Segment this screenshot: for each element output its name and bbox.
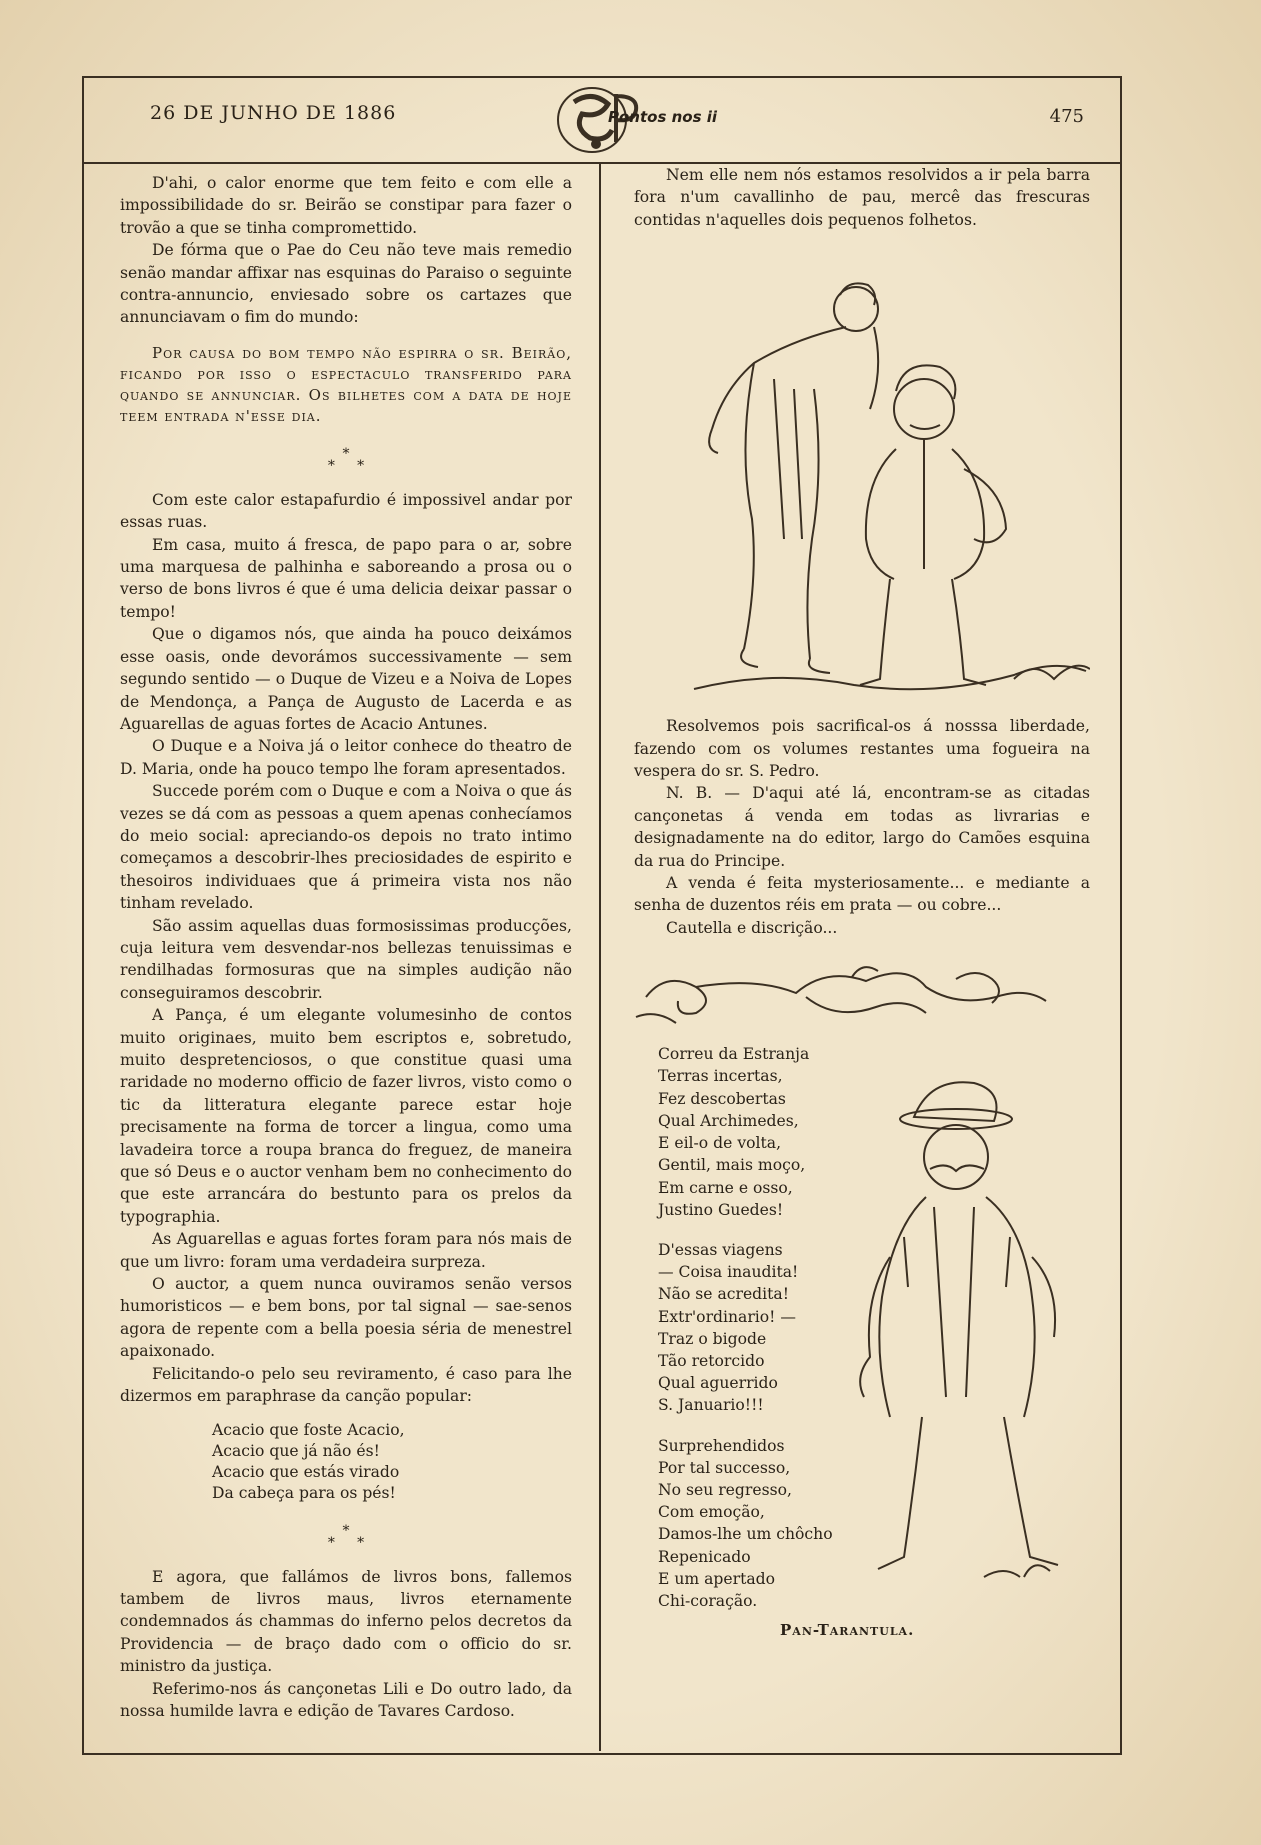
poem-line: S. Januario!!!	[658, 1396, 764, 1415]
paragraph: D'ahi, o calor enorme que tem feito e com elle a impossibilidade do sr. Beirão se constipar para fazer o trovão a que se tinha compromettido.	[120, 174, 572, 237]
paragraph: O Duque e a Noiva já o leitor conhece do theatro de D. Maria, onde ha pouco tempo lhe foram apresentados.	[120, 737, 572, 778]
verse-line: Acacio que já não és!	[212, 1441, 380, 1460]
poem-line: E eil-o de volta,	[658, 1134, 782, 1153]
paragraph: Nem elle nem nós estamos resolvidos a ir pela barra fora n'um cavallinho de pau, mercê das frescuras contidas n'aquelles dois pequenos folhetos.	[634, 166, 1090, 229]
poem-line: Em carne e osso,	[658, 1178, 793, 1197]
poem-line: Gentil, mais moço,	[658, 1156, 806, 1175]
paragraph: Resolvemos pois sacrifical-os á nosssa liberdade, fazendo com os volumes restantes uma fogueira na vespera do sr. S. Pedro.	[634, 717, 1090, 781]
poem-line: Correu da Estranja	[658, 1045, 810, 1064]
paragraph: Referimo-nos ás cançonetas Lili e Do outro lado, da nossa humilde lavra e edição de Tavares Cardoso.	[120, 1679, 572, 1720]
caricature-two-men-illustration	[634, 239, 1090, 709]
caricature-figure-drawing	[834, 1057, 1090, 1617]
poem-stanza	[658, 1239, 858, 1417]
verse-line: Acacio que foste Acacio,	[212, 1420, 405, 1439]
poem-line: Fez descobertas	[658, 1089, 786, 1108]
paragraph: São assim aquellas duas formosissimas producções, cuja leitura vem desvendar-nos bellezas tenuissimas e rendilhadas formosuras que na simples audição não conseguiramos descobrir.	[120, 916, 572, 1002]
poem-line: E um apertado	[658, 1569, 776, 1588]
poem-line: Não se acredita!	[658, 1285, 789, 1304]
author-signature: Pan-Tarantula.	[780, 1621, 915, 1640]
issue-date: 26 DE JUNHO DE 1886	[150, 102, 397, 124]
paragraph: O auctor, a quem nunca ouviramos senão versos humoristicos — e bem bons, por tal signal — sae-senos agora de repente com a bella poesia séria de menestrel apaixonado.	[120, 1275, 572, 1361]
page-number: 475	[1049, 106, 1084, 127]
paragraph: N. B. — D'aqui até lá, encontram-se as citadas cançonetas á venda em todas as livrarias e designadamente na do editor, largo do Camões esquina da rua do Principe.	[634, 784, 1090, 870]
poem-line: Extr'ordinario! —	[658, 1307, 796, 1326]
page-header	[82, 76, 1120, 164]
poem-stanza	[658, 1043, 858, 1221]
verse-line: Da cabeça para os pés!	[212, 1483, 396, 1502]
poem-line: Qual aguerrido	[658, 1374, 778, 1393]
paragraph: E agora, que fallámos de livros bons, fallemos tambem de livros maus, livros eternamente condemnados ás chammas do inferno pelos decretos da Providencia — de braço dado com o officio do sr. ministro da justiça.	[120, 1567, 572, 1676]
poem-line: Tão retorcido	[658, 1351, 765, 1370]
paragraph: Com este calor estapafurdio é impossivel andar por essas ruas.	[120, 490, 572, 532]
poem-line: Chi-coração.	[658, 1591, 758, 1610]
poem-line: No seu regresso,	[658, 1480, 792, 1499]
decorative-ornament	[626, 957, 1086, 1033]
paragraph: A Pança, é um elegante volumesinho de contos muito originaes, muito bem escriptos e, sobretudo, muito despretenciosos, o que constitue quasi uma raridade no moderno officio de fazer livros, visto como o tic da litteratura elegante parece estar hoje precisamente na forma de torcer a lingua, como uma lavadeira torce a roupa branca do freguez, de maneira que só Deus e o auctor venham bem no conhecimento do que este arrancára do bestunto para os prelos da typographia.	[120, 1006, 572, 1226]
poem-line: Surprehendidos	[658, 1436, 785, 1455]
paragraph: Cautella e discrição...	[666, 918, 838, 937]
quoted-verse	[212, 1420, 572, 1504]
right-column	[634, 164, 1090, 1643]
poem-line: Por tal successo,	[658, 1458, 791, 1477]
column-divider	[599, 162, 601, 1751]
paragraph: De fórma que o Pae do Ceu não teve mais remedio senão mandar affixar nas esquinas do Paraiso o seguinte contra-annuncio, enviesado sobre os cartazes que annunciavam o fim do mundo:	[120, 241, 572, 327]
poem-line: Terras incertas,	[658, 1067, 783, 1086]
paragraph: Felicitando-o pelo seu reviramento, é caso para lhe dizermos em paraphrase da canção popular:	[120, 1364, 572, 1406]
paragraph: Que o digamos nós, que ainda ha pouco deixámos esse oasis, onde devorámos successivamente — sem segundo sentido — o Duque de Vizeu e a Noiva de Lopes de Mendonça, a Pança de Augusto de Lacerda e as Aguarellas de aguas fortes de Acacio Antunes.	[120, 625, 572, 733]
poem-line: Justino Guedes!	[658, 1200, 784, 1219]
poem-line: — Coisa inaudita!	[658, 1263, 799, 1282]
verse-line: Acacio que estás virado	[212, 1462, 400, 1481]
poem-line: Traz o bigode	[658, 1329, 767, 1348]
paragraph: Em casa, muito á fresca, de papo para o ar, sobre uma marquesa de palhinha e saboreando a prosa ou o verso de bons livros é que é uma delicia deixar passar o tempo!	[120, 535, 572, 621]
paragraph: As Aguarellas e aguas fortes foram para nós mais de que um livro: foram uma verdadeira surpreza.	[120, 1230, 572, 1271]
section-separator: * * *	[327, 1522, 365, 1551]
ornament-flourish	[626, 957, 1086, 1033]
poem-line: D'essas viagens	[658, 1240, 783, 1259]
caricature-justino-guedes-illustration	[834, 1057, 1090, 1617]
poem-line: Com emoção,	[658, 1503, 765, 1522]
left-column	[120, 172, 572, 1722]
paragraph: A venda é feita mysteriosamente... e mediante a senha de duzentos réis em prata — ou cobre...	[634, 874, 1090, 915]
contra-annuncio-notice: Por causa do bom tempo não espirra o sr. Beirão, ficando por isso o espectaculo transferido para quando se annunciar. Os bilhetes com a data de hoje teem entrada n'esse dia.	[120, 343, 572, 425]
poem-line: Damos-lhe um chôcho	[658, 1525, 833, 1544]
poem-stanza	[658, 1435, 858, 1613]
paragraph: Succede porém com o Duque e com a Noiva o que ás vezes se dá com as pessoas a quem apenas conhecíamos do meio social: apreciando-os depois no trato intimo começamos a descobrir-lhes preciosidades de espirito e thesoiros individuaes que á primeira vista nos não tinham revelado.	[120, 782, 572, 913]
poem-line: Qual Archimedes,	[658, 1111, 799, 1130]
masthead-title: Pontos nos ii	[608, 108, 718, 126]
poem-line: Repenicado	[658, 1547, 751, 1566]
poem-section	[634, 1043, 1090, 1643]
poem	[658, 1043, 858, 1630]
caricature-drawing	[634, 239, 1090, 709]
masthead-logo	[546, 84, 746, 156]
section-separator: * * *	[327, 445, 365, 474]
